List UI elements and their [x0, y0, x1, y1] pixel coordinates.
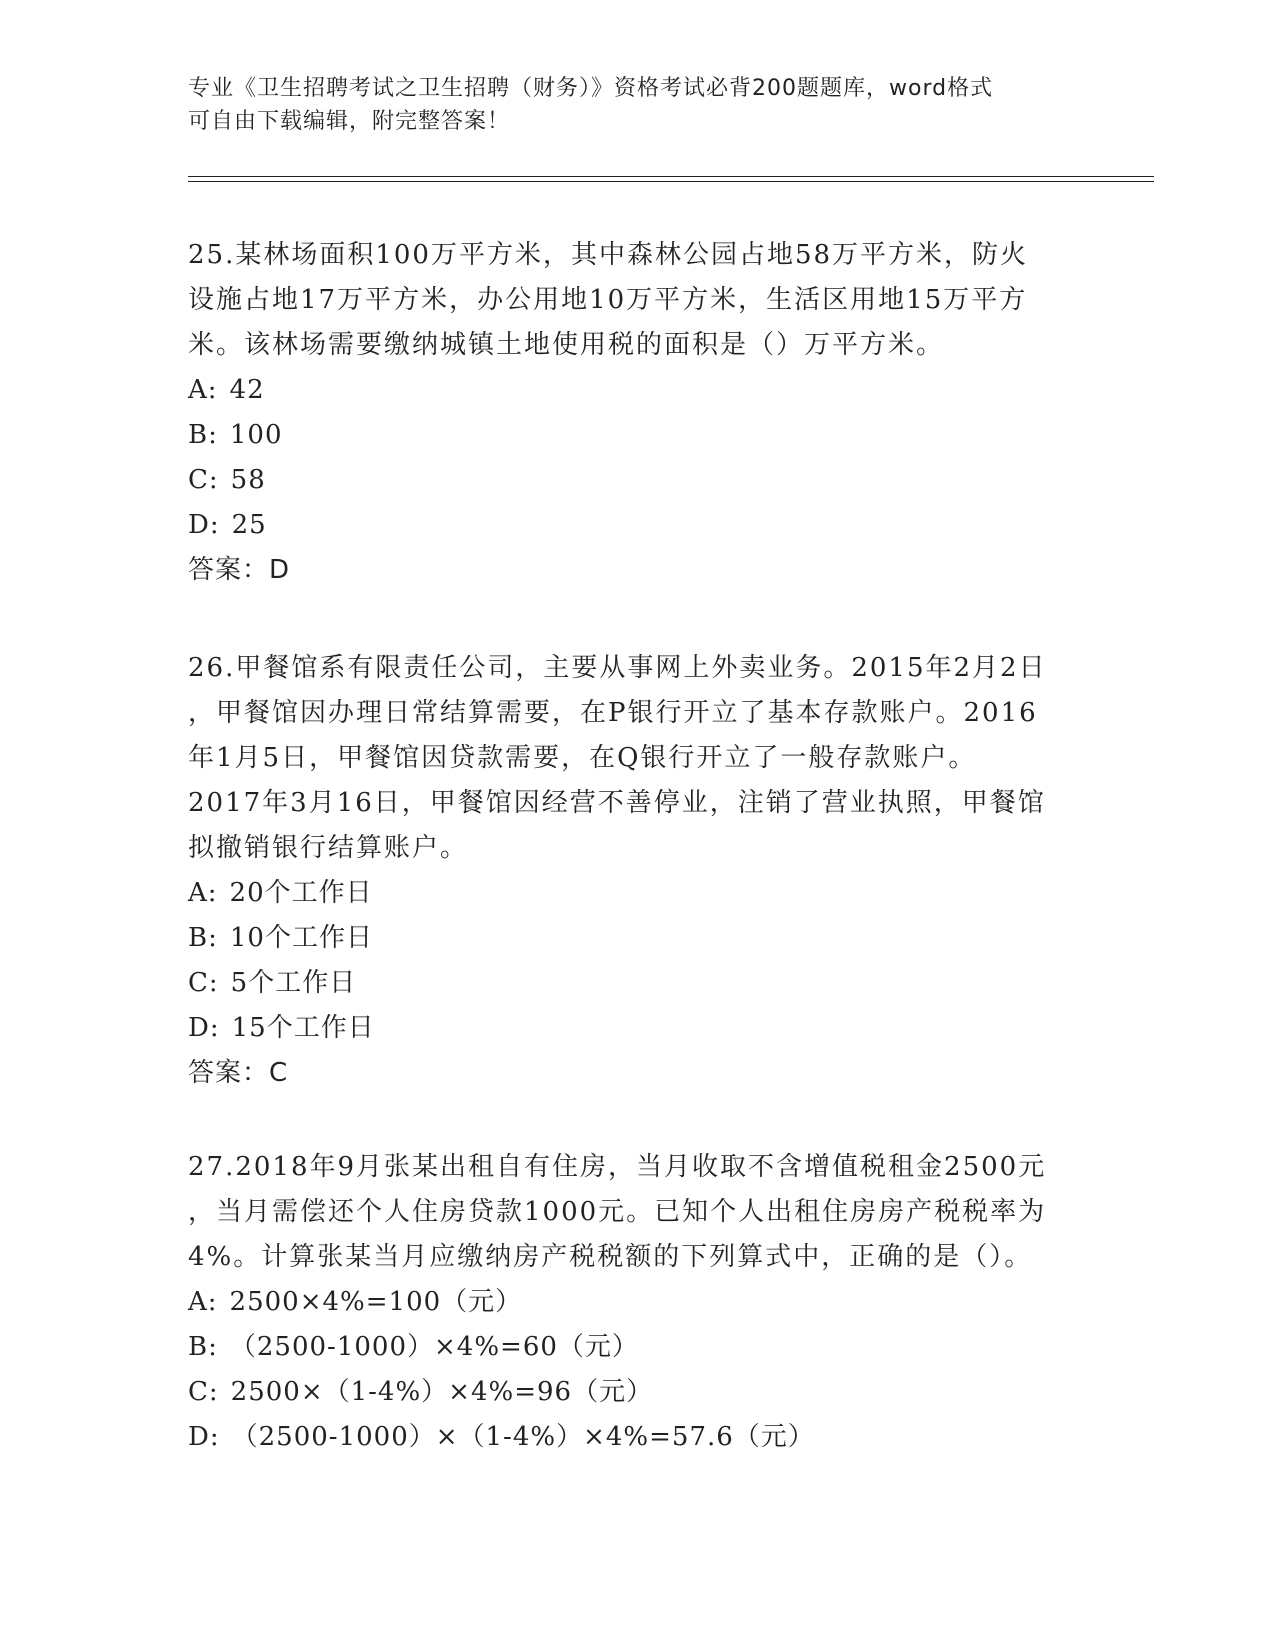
question-stem: 26.甲餐馆系有限责任公司，主要从事网上外卖业务。2015年2月2日 ，甲餐馆因办理日常结算需要，在P银行开立了基本存款账户。2016 年1月5日，甲餐馆因贷款需要，在Q银行开立了一般存款账户。 2017年3月16日，甲餐馆因经营不善停业，注销了营业执照，甲餐馆 拟撤销银行结算账户。 — [188, 653, 1047, 863]
option-c — [188, 458, 1088, 503]
option-label: A: — [188, 1287, 218, 1317]
header-divider-top — [188, 176, 1154, 177]
option-value: 100 — [229, 420, 283, 450]
option-b — [188, 1325, 1088, 1370]
option-value: 20个工作日 — [229, 878, 373, 908]
question-27 — [188, 1145, 1088, 1460]
answer-line: 答案：C — [188, 1058, 289, 1088]
option-label: C: — [188, 968, 219, 998]
header-divider-bottom — [188, 181, 1154, 182]
option-value: 58 — [230, 465, 266, 495]
answer-line: 答案：D — [188, 555, 291, 585]
option-d — [188, 1006, 1088, 1051]
option-value: （2500-1000）×4%=60（元） — [229, 1332, 639, 1362]
option-d — [188, 1415, 1088, 1460]
header-line-1: 专业《卫生招聘考试之卫生招聘（财务）》资格考试必背200题题库，word格式 — [188, 76, 994, 101]
option-value: 15个工作日 — [231, 1013, 375, 1043]
option-value: （2500-1000）×（1-4%）×4%=57.6（元） — [231, 1422, 815, 1452]
question-stem: 25.某林场面积100万平方米，其中森林公园占地58万平方米，防火 设施占地17万平方米，办公用地10万平方米，生活区用地15万平方 米。该林场需要缴纳城镇土地使用税的面积是（）万平方米。 — [188, 240, 1029, 360]
option-label: B: — [188, 923, 218, 953]
option-d — [188, 503, 1088, 548]
option-b — [188, 413, 1088, 458]
header-line-2: 可自由下载编辑，附完整答案！ — [188, 109, 511, 134]
option-a — [188, 871, 1088, 916]
option-a — [188, 1280, 1088, 1325]
question-25 — [188, 233, 1088, 593]
option-value: 25 — [231, 510, 267, 540]
option-a — [188, 368, 1088, 413]
option-label: C: — [188, 1377, 219, 1407]
document-header — [188, 72, 1068, 138]
option-label: D: — [188, 1422, 220, 1452]
option-label: A: — [188, 878, 218, 908]
option-label: D: — [188, 1013, 220, 1043]
question-26 — [188, 646, 1088, 1096]
option-label: C: — [188, 465, 219, 495]
option-value: 2500×4%=100（元） — [229, 1287, 523, 1317]
option-value: 42 — [229, 375, 265, 405]
option-c — [188, 961, 1088, 1006]
option-label: D: — [188, 510, 220, 540]
option-label: B: — [188, 1332, 218, 1362]
option-b — [188, 916, 1088, 961]
option-c — [188, 1370, 1088, 1415]
option-value: 10个工作日 — [229, 923, 373, 953]
option-value: 5个工作日 — [230, 968, 357, 998]
question-stem: 27.2018年9月张某出租自有住房，当月收取不含增值税租金2500元 ，当月需偿还个人住房贷款1000元。已知个人出租住房房产税税率为 4%。计算张某当月应缴纳房产税税额的下列算式中，正确的是（）。 — [188, 1152, 1047, 1272]
option-value: 2500×（1-4%）×4%=96（元） — [230, 1377, 654, 1407]
option-label: B: — [188, 420, 218, 450]
option-label: A: — [188, 375, 218, 405]
